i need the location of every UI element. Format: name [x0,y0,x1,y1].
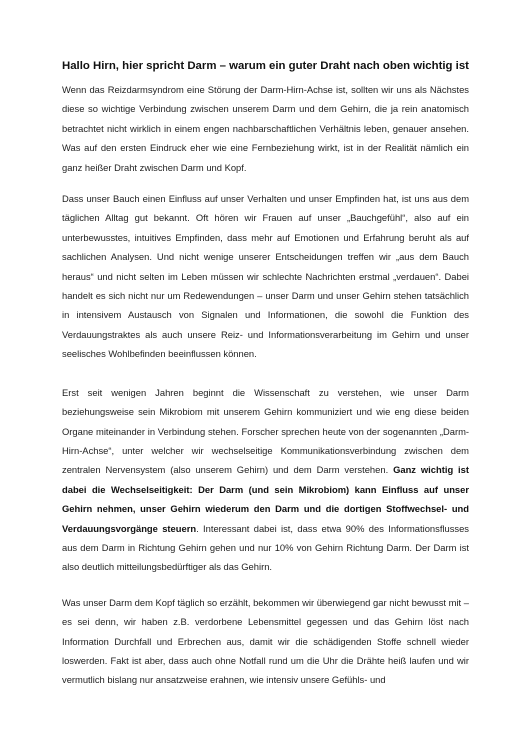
document-title: Hallo Hirn, hier spricht Darm – warum ein guter Draht nach oben wichtig ist [62,60,469,72]
paragraph-4: Was unser Darm dem Kopf täglich so erzählt, bekommen wir überwiegend gar nicht bewusst mit – es sei denn, wir haben z.B. verdorbene Lebensmittel gegessen und das Gehirn löst nach Information Durchfall und Erbrechen aus, damit wir die schädigenden Stoffe schnell wieder loswerden. Fakt ist aber, dass auch ohne Notfall rund um die Uhr die Drähte heiß laufen und wir vermutlich bislang nur ansatzweise erahnen, wie intensiv unsere Gefühls- und [62,596,469,686]
paragraph-1: Wenn das Reizdarmsyndrom eine Störung der Darm-Hirn-Achse ist, sollten wir uns als Nächstes diese so wichtige Verbindung zwischen unserem Darm und dem Gehirn, die ja rein anatomisch betrachtet nicht wirklich in einem engen nachbarschaftlichen Verhältnis leben, genauer ansehen. Was auf den ersten Eindruck eher wie eine Fernbeziehung wirkt, ist in der Realität nämlich ein ganz heißer Draht zwischen Darm und Kopf. [62,84,469,173]
paragraph-2: Dass unser Bauch einen Einfluss auf unser Verhalten und unser Empfinden hat, ist uns aus dem täglichen Alltag gut bekannt. Oft hören wir Frauen auf unser „Bauchgefühl“, also auf ein unterbewusstes, intuitives Empfinden, dass mehr auf Emotionen und Erfahrung beruht als auf sachlichen Analysen. Und nicht wenige unserer Entscheidungen treffen wir „aus dem Bauch heraus“ und nicht selten im Leben müssen wir schlechte Nachrichten erstmal „verdauen“. Dabei handelt es sich nicht nur um Redewendungen – unser Darm und unser Gehirn stehen tatsächlich in intensivem Austausch von Signalen und Informationen, die sowohl die Funktion des Verdauungstraktes als auch unsere Reiz- und Informationsverarbeitung im Gehirn und unser seelisches Wohlbefinden beeinflussen können. [62,193,469,360]
paragraph-3-intro: Erst seit wenigen Jahren beginnt die Wissenschaft zu verstehen, wie unser Darm beziehungsweise sein Mikrobiom mit unserem Gehirn kommuniziert und wie eng diese beiden Organe miteinander in Verbindung stehen. Forscher sprechen heute von der sogenannten „Darm-Hirn-Achse“, unter welcher wir wechselseitige Kommunikationsverbindung zwischen dem zentralen Nervensystem (also unserem Gehirn) und dem Darm verstehen. [62,386,469,476]
paragraph-3-conclusion: . Interessant dabei ist, dass etwa 90% des Informationsflusses aus dem Darm in Richtung Gehirn gehen und nur 10% von Gehirn Richtung Darm. Der Darm ist also deutlich mitteilungsbedürftiger als das Gehirn. [62,522,469,573]
paragraph-3 [62,383,469,577]
paragraph-3-emphasis: Ganz wichtig ist dabei die Wechselseitigkeit: Der Darm (und sein Mikrobiom) kann Einfluss auf unser Gehirn nehmen, unser Gehirn wiederum den Darm und die dortigen Stoffwechsel- und Verdauungsvorgänge steuern [62,464,469,534]
